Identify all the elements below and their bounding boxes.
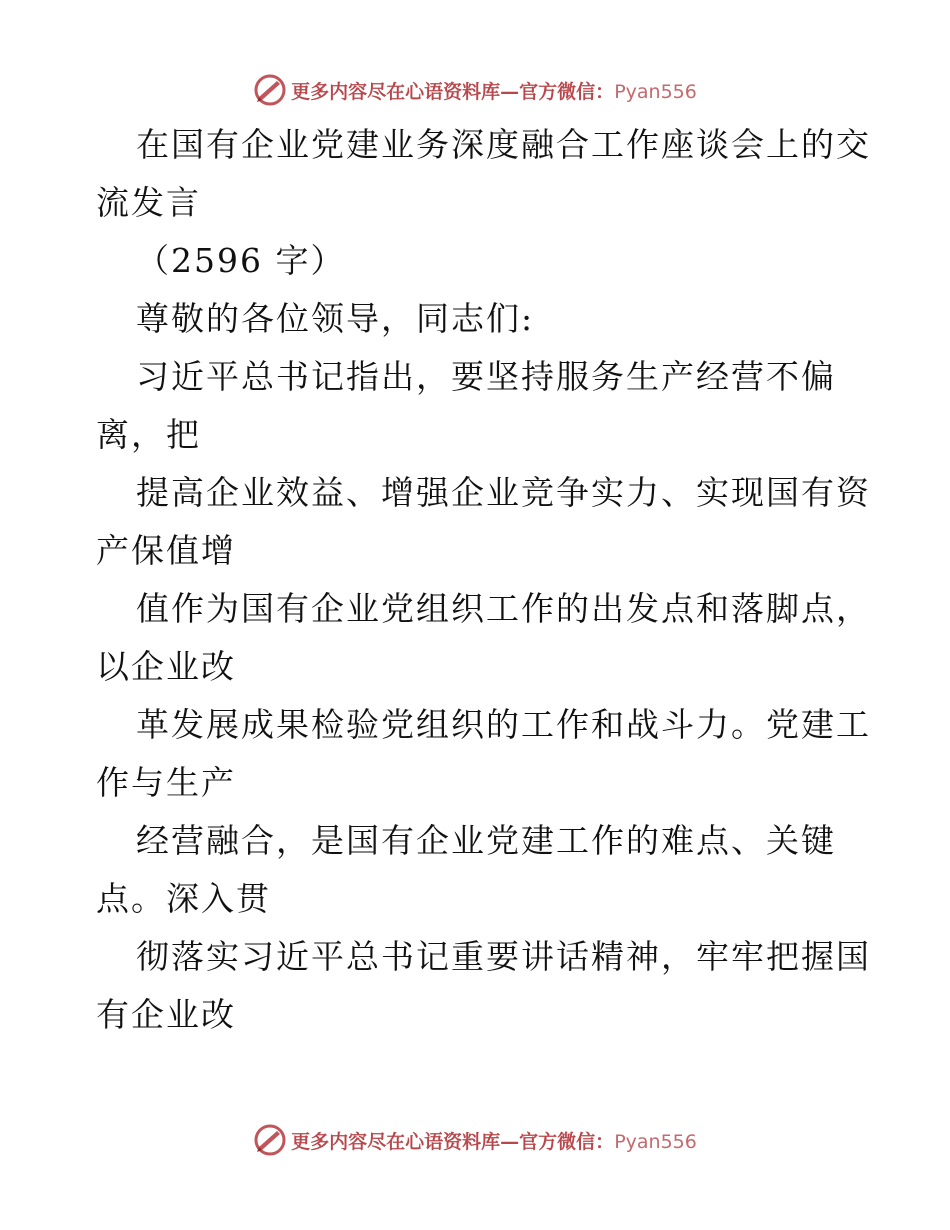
body-line: 产保值增: [96, 531, 236, 570]
header-text: [291, 77, 697, 104]
footer-site-text: 更多内容尽在心语资料库: [291, 1130, 501, 1153]
body-line: 值作为国有企业党组织工作的出发点和落脚点，: [136, 589, 871, 628]
header-site-text: 更多内容尽在心语资料库: [291, 80, 501, 103]
pen-logo-icon: [253, 1123, 287, 1157]
body-line: 点。深入贯: [96, 879, 271, 918]
title-line-1: 在国有企业党建业务深度融合工作座谈会上的交: [136, 125, 871, 164]
word-count: （2596 字）: [136, 241, 346, 280]
salutation: 尊敬的各位领导，同志们:: [136, 299, 535, 338]
header-wechat-label: 官方微信：: [519, 80, 615, 103]
footer-dash: —: [500, 1130, 520, 1153]
body-line: 革发展成果检验党组织的工作和战斗力。党建工: [136, 705, 871, 744]
body-line: 经营融合，是国有企业党建工作的难点、关键: [136, 821, 836, 860]
body-line: 提高企业效益、增强企业竞争实力、实现国有资: [136, 473, 871, 512]
body-line: 习近平总书记指出，要坚持服务生产经营不偏: [136, 357, 836, 396]
body-line: 有企业改: [96, 995, 236, 1034]
header-dash: —: [500, 80, 520, 103]
footer-wechat-label: 官方微信：: [519, 1130, 615, 1153]
body-line: 离，把: [96, 415, 201, 454]
document-body: [96, 116, 871, 1044]
body-line: 作与生产: [96, 763, 236, 802]
footer-text: [291, 1127, 697, 1154]
header-wechat-id: Pyan556: [614, 80, 697, 103]
pen-logo-icon: [253, 73, 287, 107]
footer-wechat-id: Pyan556: [614, 1130, 697, 1153]
title-line-2: 流发言: [96, 183, 201, 222]
footer-banner: [0, 1120, 950, 1160]
header-banner: [0, 70, 950, 110]
body-line: 彻落实习近平总书记重要讲话精神，牢牢把握国: [136, 937, 871, 976]
body-line: 以企业改: [96, 647, 236, 686]
